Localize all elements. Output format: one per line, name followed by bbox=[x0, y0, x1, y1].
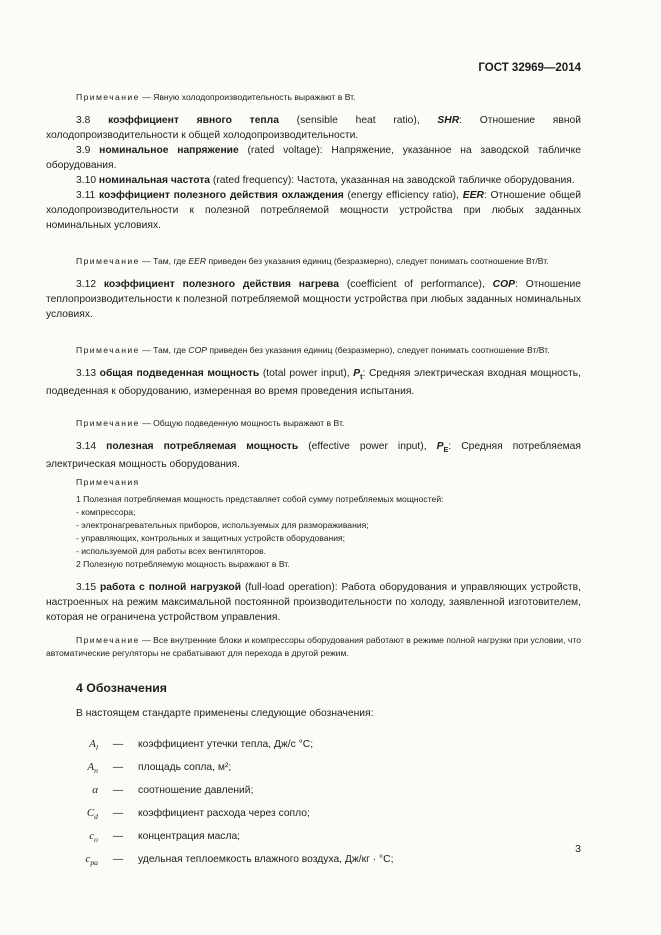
clause-abbr: EER bbox=[462, 190, 484, 201]
clause-3-13 bbox=[46, 366, 581, 399]
symbol: $c_o$ bbox=[89, 830, 98, 845]
note-text: приведен без указания единиц (безразмерно), следует понимать соотношение Вт/Вт. bbox=[208, 256, 549, 266]
symbol-definition: площадь сопла, м²; bbox=[138, 762, 232, 774]
clause-symbol-subscript: t bbox=[360, 372, 363, 382]
note-visible-cooling bbox=[46, 91, 581, 104]
symbol-dash: — bbox=[112, 854, 124, 866]
clause-term: общая подведенная мощность bbox=[99, 368, 260, 379]
clause-english: (effective power input), bbox=[308, 441, 427, 453]
clause-abbr: SHR bbox=[437, 115, 460, 126]
symbol-row bbox=[46, 806, 581, 829]
clause-symbol-subscript: E bbox=[443, 445, 449, 455]
clause-symbol: P bbox=[436, 441, 444, 453]
clause-term: номинальная частота bbox=[98, 175, 211, 186]
clause-symbol: P bbox=[353, 368, 361, 379]
symbol-definition: удельная теплоемкость влажного воздуха, Дж/кг · °С; bbox=[138, 854, 394, 866]
note-label: Примечание bbox=[76, 92, 140, 102]
symbols-list bbox=[46, 737, 581, 875]
symbol-definition: коэффициент расхода через сопло; bbox=[138, 808, 310, 820]
clause-term: коэффициент полезного действия охлаждения bbox=[99, 190, 344, 201]
note-cop bbox=[46, 344, 581, 357]
clause-english: (sensible heat ratio), bbox=[296, 115, 420, 126]
symbol-definition: концентрация масла; bbox=[138, 831, 241, 843]
note-line: - электронагревательных приборов, используемых для размораживания; bbox=[76, 520, 369, 531]
symbol-definition: соотношение давлений; bbox=[138, 785, 254, 797]
clause-number: 3.10 bbox=[76, 175, 97, 186]
clause-english: (energy efficiency ratio), bbox=[347, 190, 459, 201]
note-line: - управляющих, контрольных и защитных устройств оборудования; bbox=[76, 533, 346, 544]
clause-number: 3.11 bbox=[76, 190, 96, 201]
note-line: 1 Полезная потребляемая мощность представляет собой сумму потребляемых мощностей: bbox=[76, 494, 444, 505]
note-text: приведен без указания единиц (безразмерно), следует понимать соотношение Вт/Вт. bbox=[209, 345, 550, 355]
clause-text: : Отношение общей холодопроизводительности к полезной потребляемой мощности устройства при любых заданных номинальных условиях. bbox=[46, 190, 581, 231]
notes-label: Примечания bbox=[76, 477, 140, 488]
symbol: $A_l$ bbox=[89, 738, 98, 753]
note-label: Примечание bbox=[76, 418, 140, 429]
symbol-dash: — bbox=[112, 739, 124, 751]
symbol: $C_d$ bbox=[86, 807, 98, 822]
section-heading: 4 Обозначения bbox=[76, 681, 167, 696]
clause-english: (coefficient of performance), bbox=[346, 279, 485, 290]
clause-3-14 bbox=[46, 439, 581, 472]
symbol-row bbox=[46, 829, 581, 852]
section-intro: В настоящем стандарте применены следующие обозначения: bbox=[76, 708, 374, 720]
note-text: — Там, где bbox=[142, 345, 186, 355]
note-label: Примечание bbox=[76, 256, 140, 266]
note-text: — Общую подведенную мощность выражают в Вт. bbox=[142, 418, 345, 429]
clause-3-8 bbox=[46, 113, 581, 143]
note-label: Примечание bbox=[76, 635, 140, 646]
symbol-dash: — bbox=[112, 762, 124, 774]
clause-number: 3.8 bbox=[76, 115, 91, 126]
clause-text: (full-load operation): Работа оборудования и управляющих устройств, настроенных на режим максимальной постоянной производительности по холоду, заявленной изготовителем, которая не ограничена устройством управления. bbox=[46, 582, 581, 624]
clause-term: номинальное напряжение bbox=[99, 145, 239, 156]
clause-term: работа с полной нагрузкой bbox=[99, 582, 242, 594]
symbol-row bbox=[46, 783, 581, 806]
symbol: $A_n$ bbox=[87, 761, 98, 776]
symbol-definition: коэффициент утечки тепла, Дж/с °С; bbox=[138, 739, 314, 751]
clause-3-15 bbox=[46, 580, 581, 625]
clause-abbr: COP bbox=[492, 279, 515, 290]
clause-3-12 bbox=[46, 277, 581, 322]
clause-number: 3.13 bbox=[76, 368, 97, 379]
notes-effective-power bbox=[46, 476, 581, 571]
note-text: — Там, где bbox=[142, 256, 186, 266]
clause-number: 3.9 bbox=[76, 145, 91, 156]
symbol-dash: — bbox=[112, 785, 124, 797]
symbol-dash: — bbox=[112, 831, 124, 843]
page-body bbox=[46, 91, 581, 875]
page-number: 3 bbox=[575, 843, 581, 855]
clause-text: : Отношение теплопроизводительности к полезной потребляемой мощности устройства при любых заданных номинальных условиях. bbox=[46, 279, 581, 320]
note-text: — Все внутренние блоки и компрессоры оборудования работают в режиме полной нагрузки при условии, что автоматические регуляторы не срабатывают для перехода в другой режим. bbox=[46, 635, 581, 659]
note-line: 2 Полезную потребляемую мощность выражают в Вт. bbox=[76, 559, 290, 570]
clause-term: полезная потребляемая мощность bbox=[106, 441, 299, 453]
symbol-row bbox=[46, 737, 581, 760]
note-abbr: COP bbox=[188, 345, 208, 355]
clause-number: 3.12 bbox=[76, 279, 97, 290]
clause-3-10 bbox=[46, 173, 581, 188]
note-text: — Явную холодопроизводительность выражают в Вт. bbox=[142, 92, 356, 102]
clause-english: (total power input), bbox=[262, 368, 350, 379]
standard-header: ГОСТ 32969—2014 bbox=[478, 62, 581, 74]
note-label: Примечание bbox=[76, 345, 140, 355]
clause-text: : Отношение явной холодопроизводительности к общей холодопроизводительности. bbox=[46, 115, 581, 141]
clause-term: коэффициент явного тепла bbox=[108, 115, 279, 126]
clause-text: (rated voltage): Напряжение, указанное на заводской табличке оборудования. bbox=[46, 145, 581, 171]
note-line: - используемой для работы всех вентиляторов. bbox=[76, 546, 266, 557]
clause-number: 3.14 bbox=[76, 441, 97, 453]
clause-text: : Средняя электрическая входная мощность, подведенная к оборудованию, измеренная во время проведения испытания. bbox=[46, 368, 581, 398]
clause-text: (rated frequency): Частота, указанная на заводской табличке оборудования. bbox=[212, 175, 575, 186]
clause-text: : Средняя потребляемая электрическая мощность оборудования. bbox=[46, 441, 581, 471]
symbol: α bbox=[92, 784, 98, 797]
note-eer bbox=[46, 255, 581, 268]
note-abbr: EER bbox=[188, 256, 207, 266]
note-line: - компрессора; bbox=[76, 507, 136, 518]
clause-term: коэффициент полезного действия нагрева bbox=[103, 279, 339, 290]
symbol: $c_{pa}$ bbox=[85, 853, 98, 868]
symbol-row bbox=[46, 852, 581, 875]
symbol-row bbox=[46, 760, 581, 783]
note-total-power bbox=[46, 417, 581, 430]
clause-3-9 bbox=[46, 143, 581, 173]
clause-3-11 bbox=[46, 188, 581, 233]
note-full-load bbox=[46, 634, 581, 660]
symbol-dash: — bbox=[112, 808, 124, 820]
clause-number: 3.15 bbox=[76, 582, 97, 594]
